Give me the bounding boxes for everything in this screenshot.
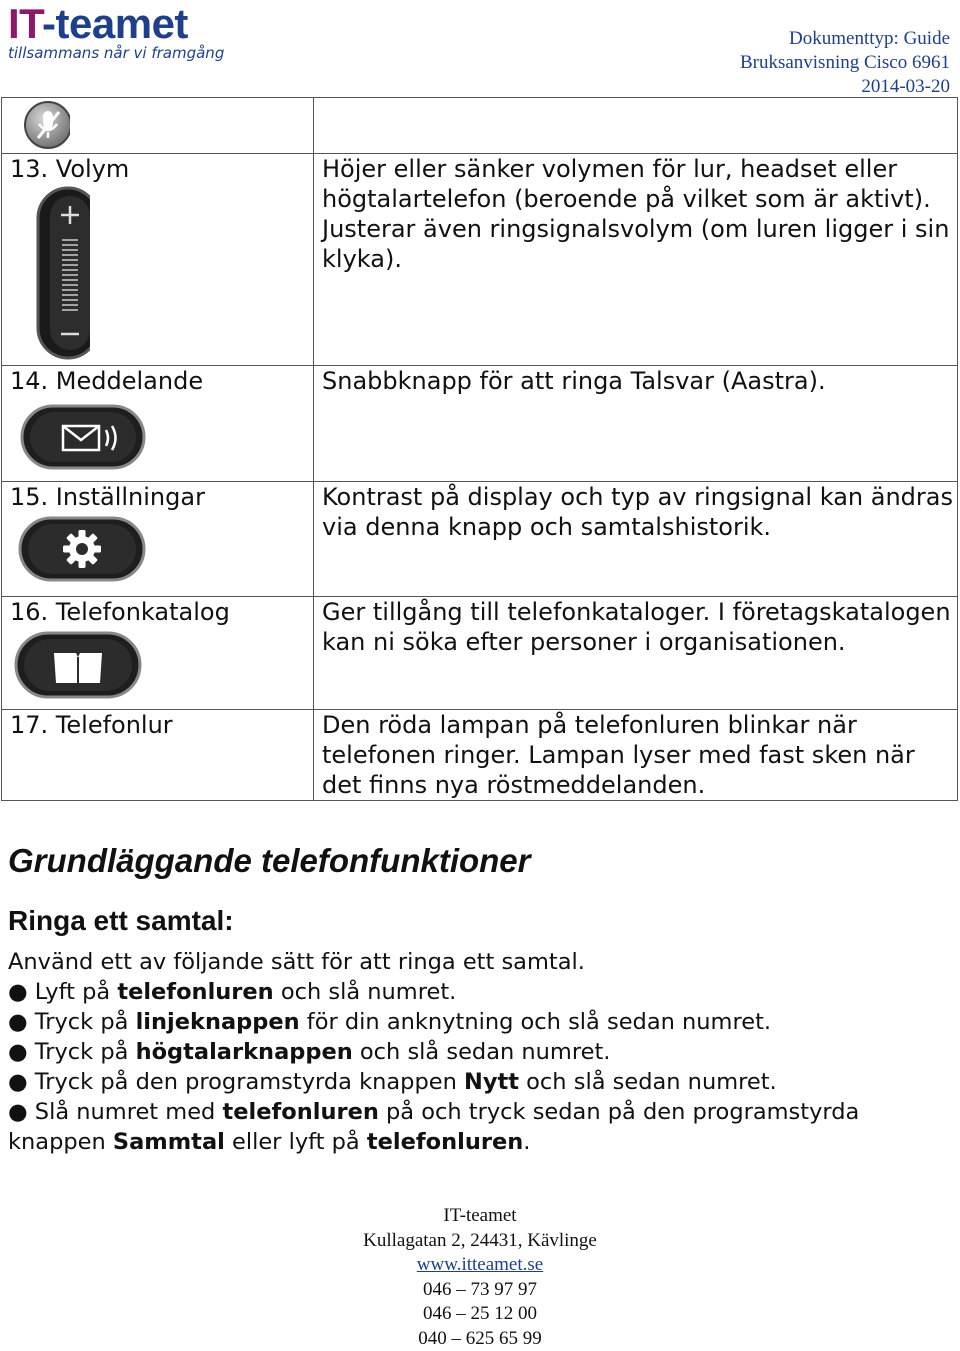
bullet-icon: ● [8, 1099, 28, 1125]
logo-tagline: tillsammans når vi framgång [8, 44, 224, 62]
text: . [523, 1129, 530, 1155]
key-label: 16. Telefonkatalog [10, 597, 313, 627]
section-body [8, 947, 953, 1157]
bullet-icon: ● [8, 1009, 28, 1035]
key-cell [2, 98, 314, 154]
table-row [2, 366, 958, 482]
text: Tryck på [35, 1009, 136, 1035]
list-item [8, 1007, 953, 1037]
list-item [8, 1097, 953, 1157]
phone-keys-table [1, 97, 958, 801]
key-label: 15. Inställningar [10, 482, 313, 512]
table-row [2, 154, 958, 366]
document-meta [740, 27, 950, 99]
table-row [2, 710, 958, 801]
key-cell [2, 597, 314, 710]
directory-icon [10, 627, 150, 701]
bullet-icon: ● [8, 1069, 28, 1095]
footer-address: Kullagatan 2, 24431, Kävlinge [0, 1229, 960, 1254]
text: och slå numret. [274, 979, 457, 1005]
section-heading: Grundläggande telefonfunktioner [8, 842, 531, 880]
key-cell: 17. Telefonlur [2, 710, 314, 801]
mute-icon [10, 98, 70, 150]
desc-cell: Snabbknapp för att ringa Talsvar (Aastra). [314, 366, 958, 482]
volume-rocker-icon [10, 184, 90, 362]
logo-rest: teamet [56, 0, 188, 47]
section-subheading: Ringa ett samtal: [8, 905, 234, 937]
company-logo [8, 2, 224, 62]
bold-text: telefonluren [367, 1129, 523, 1155]
text: för din anknytning och slå sedan numret. [300, 1009, 771, 1035]
text: Slå numret med [35, 1099, 223, 1125]
key-cell [2, 366, 314, 482]
list-item [8, 1037, 953, 1067]
list-item [8, 977, 953, 1007]
footer-phone: 046 – 73 97 97 [0, 1278, 960, 1303]
bold-text: Nytt [464, 1069, 519, 1095]
text: och slå sedan numret. [519, 1069, 777, 1095]
key-label: 13. Volym [10, 154, 313, 184]
page-footer [0, 1204, 960, 1351]
message-icon [10, 396, 150, 472]
bullet-icon: ● [8, 979, 28, 1005]
text: Tryck på den programstyrda knappen [35, 1069, 464, 1095]
key-cell [2, 482, 314, 597]
text: Tryck på [35, 1039, 136, 1065]
list-item [8, 1067, 953, 1097]
bold-text: högtalarknappen [136, 1039, 353, 1065]
logo-dash: - [42, 0, 56, 47]
doc-date: 2014-03-20 [740, 75, 950, 99]
footer-phone: 046 – 25 12 00 [0, 1302, 960, 1327]
doc-type: Dokumenttyp: Guide [740, 27, 950, 51]
text: Lyft på [35, 979, 118, 1005]
desc-cell: Den röda lampan på telefonluren blinkar när telefonen ringer. Lampan lyser med fast sken när det finns nya röstmeddelanden. [314, 710, 958, 801]
text: på och tryck sedan på den programstyrda knappen [8, 1099, 859, 1155]
desc-cell: Kontrast på display och typ av ringsignal kan ändras via denna knapp och samtalshistorik. [314, 482, 958, 597]
bullet-icon: ● [8, 1039, 28, 1065]
logo-title [8, 2, 224, 46]
text: och slå sedan numret. [353, 1039, 611, 1065]
logo-brand: IT [8, 0, 42, 47]
bold-text: linjeknappen [136, 1009, 300, 1035]
table-row [2, 98, 958, 154]
desc-cell: Ger tillgång till telefonkataloger. I företagskatalogen kan ni söka efter personer i organisationen. [314, 597, 958, 710]
intro-text: Använd ett av följande sätt för att ringa ett samtal. [8, 947, 953, 977]
bold-text: telefonluren [117, 979, 273, 1005]
bold-text: telefonluren [222, 1099, 378, 1125]
text: eller lyft på [225, 1129, 367, 1155]
footer-website-link[interactable]: www.itteamet.se [417, 1254, 543, 1275]
footer-company: IT-teamet [0, 1204, 960, 1229]
table-row [2, 597, 958, 710]
key-cell [2, 154, 314, 366]
bold-text: Sammtal [113, 1129, 225, 1155]
doc-name: Bruksanvisning Cisco 6961 [740, 51, 950, 75]
footer-phone: 040 – 625 65 99 [0, 1327, 960, 1351]
desc-cell: Höjer eller sänker volymen för lur, headset eller högtalartelefon (beroende på vilket som är aktivt). Justerar även ringsignalsvolym (om luren ligger i sin klyka). [314, 154, 958, 366]
desc-cell [314, 98, 958, 154]
table-row [2, 482, 958, 597]
settings-icon [10, 512, 150, 586]
key-label: 14. Meddelande [10, 366, 313, 396]
